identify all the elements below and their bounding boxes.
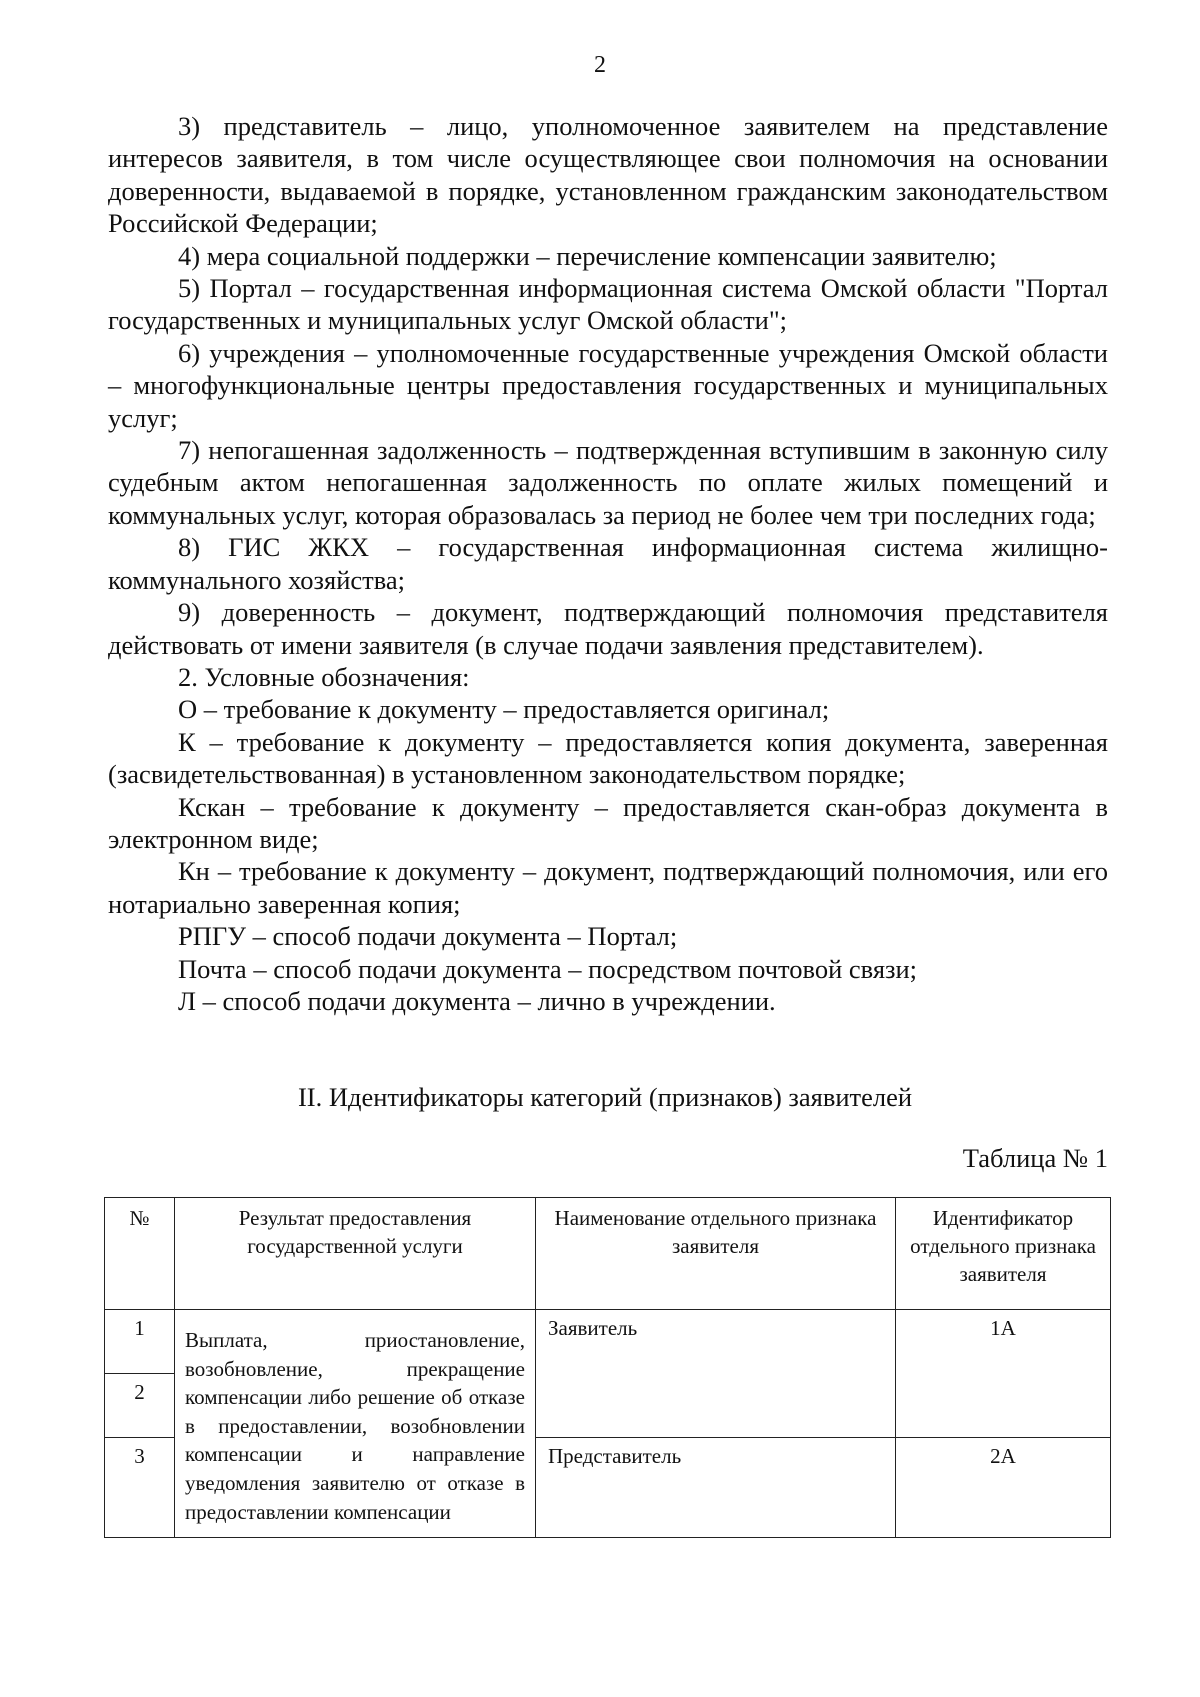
- paragraph: Л – способ подачи документа – лично в учреждении.: [178, 985, 776, 1016]
- paragraph: Кскан – требование к документу – предоставляется скан-образ документа в электронном виде;: [108, 791, 1108, 854]
- applicant-identifiers-table: [104, 1197, 1111, 1538]
- row-number: 2: [105, 1374, 175, 1438]
- result-cell: Выплата, приостановление, возобновление, прекращение компенсации либо решение об отказе в предоставлении, возобновлении компенсации и направление уведомления заявителю от отказе в предоставлении компенсации: [175, 1310, 536, 1538]
- table-header-row: [105, 1198, 1111, 1310]
- paragraph: К – требование к документу – предоставляется копия документа, заверенная (засвидетельствованная) в установленном законодательством порядке;: [108, 726, 1108, 790]
- page-number: 2: [594, 52, 606, 78]
- row-number: 1: [105, 1310, 175, 1374]
- row-number: 3: [105, 1438, 175, 1538]
- header-category-id: Идентификатор отдельного признака заявителя: [896, 1198, 1111, 1310]
- category-name: Представитель: [536, 1438, 896, 1538]
- section-heading: II. Идентификаторы категорий (признаков) заявителей: [297, 1082, 913, 1112]
- paragraph: 2. Условные обозначения:: [178, 661, 470, 692]
- header-number: №: [105, 1198, 175, 1310]
- table-caption: Таблица № 1: [962, 1143, 1108, 1173]
- header-result: Результат предоставления государственной услуги: [175, 1198, 536, 1310]
- paragraph: Почта – способ подачи документа – посредством почтовой связи;: [178, 953, 918, 984]
- paragraph: О – требование к документу – предоставляется оригинал;: [178, 694, 830, 725]
- paragraph: 3) представитель – лицо, уполномоченное заявителем на представление интересов заявителя, в том числе осуществляющее свои полномочия на основании доверенности, выдаваемой в порядке, установленном гражданским законодательством Российской Федерации;: [108, 111, 1108, 239]
- paragraph: 8) ГИС ЖКХ – государственная информационная система жилищно-коммунального хозяйства;: [108, 532, 1108, 595]
- category-id: 1А: [896, 1310, 1111, 1438]
- paragraph: Кн – требование к документу – документ, подтверждающий полномочия, или его нотариально заверенная копия;: [108, 856, 1108, 919]
- paragraph: 6) учреждения – уполномоченные государственные учреждения Омской области – многофункциональные центры предоставления государственных и муниципальных услуг;: [108, 337, 1108, 433]
- category-id: 2А: [896, 1438, 1111, 1538]
- document-body: [108, 110, 1108, 1017]
- paragraph: 4) мера социальной поддержки – перечисление компенсации заявителю;: [178, 240, 997, 271]
- paragraph: 5) Портал – государственная информационная система Омской области "Портал государственных и муниципальных услуг Омской области";: [108, 273, 1108, 336]
- paragraph: 9) доверенность – документ, подтверждающий полномочия представителя действовать от имени заявителя (в случае подачи заявления представителем).: [108, 597, 1108, 660]
- header-category-name: Наименование отдельного признака заявителя: [536, 1198, 896, 1310]
- paragraph: РПГУ – способ подачи документа – Портал;: [178, 921, 678, 952]
- category-name: Заявитель: [536, 1310, 896, 1438]
- table-row: [105, 1310, 1111, 1374]
- paragraph: 7) непогашенная задолженность – подтвержденная вступившим в законную силу судебным актом непогашенная задолженность по оплате жилых помещений и коммунальных услуг, которая образовалась за период не более чем три последних года;: [108, 435, 1108, 530]
